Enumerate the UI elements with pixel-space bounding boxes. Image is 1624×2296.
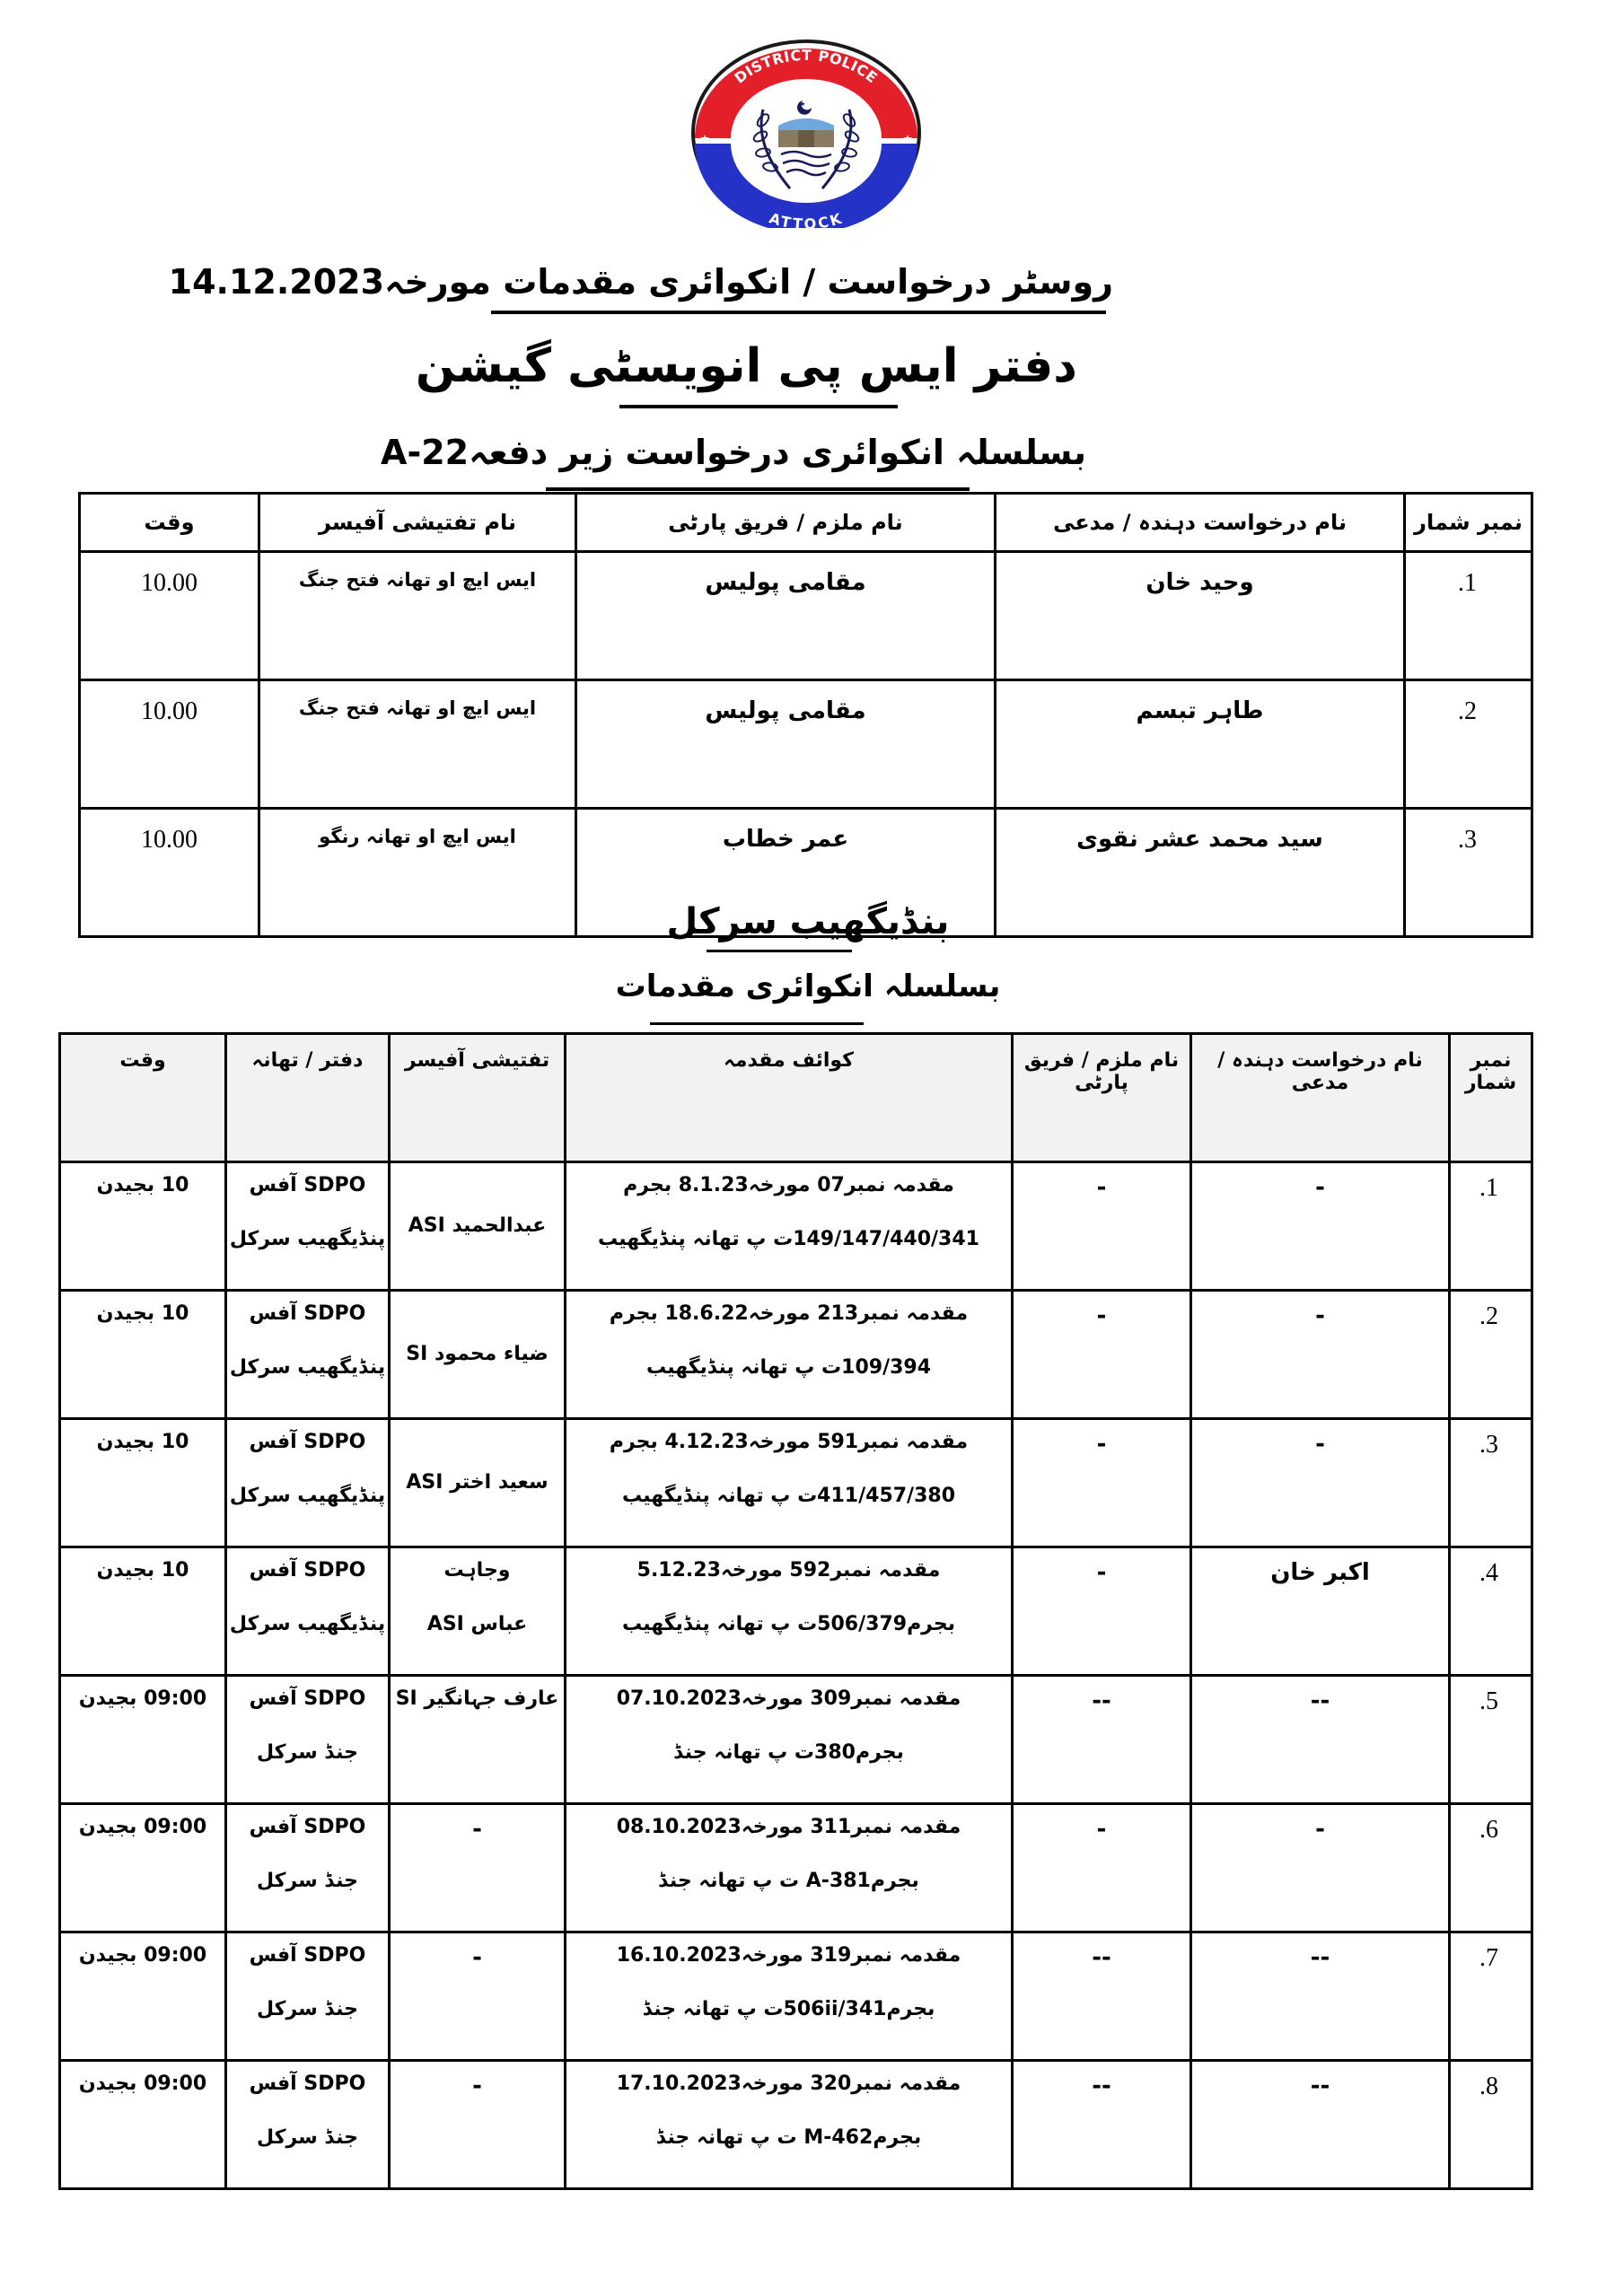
- case-line-2: بجرم506ii/341ت پ تھانہ جنڈ: [642, 1998, 935, 2020]
- office-line-1: SDPO آفس: [249, 1174, 366, 1196]
- officer-cell: [390, 1162, 566, 1291]
- accused-text: --: [1092, 1687, 1111, 1714]
- table-header-row: [60, 1034, 1532, 1162]
- time-text: 10 بجیدن: [96, 1302, 189, 1325]
- case-line-2: بجرم381-A ت پ تھانہ جنڈ: [658, 1870, 919, 1892]
- serial-text: .2: [1479, 1302, 1498, 1330]
- officer-cell: [390, 1419, 566, 1547]
- time-cell: [60, 1676, 226, 1804]
- case-line-1: مقدمہ نمبر213 مورخہ18.6.22 بجرم: [609, 1302, 969, 1325]
- office-line-2: جنڈ سرکل: [257, 1741, 358, 1764]
- office-line-2: پنڈیگھیب سرکل: [229, 1228, 386, 1250]
- office-line-2: پنڈیگھیب سرکل: [229, 1485, 386, 1507]
- office-line-2: جنڈ سرکل: [257, 1998, 358, 2020]
- applicant-cell: طاہر تبسم: [996, 680, 1405, 809]
- office-cell: [226, 1676, 390, 1804]
- accused-cell: [1013, 1676, 1191, 1804]
- officer-text: -: [472, 1816, 482, 1843]
- case-line-2: بجرم506/379ت پ تھانہ پنڈیگھیب: [621, 1613, 955, 1635]
- table-header-row: [80, 494, 1532, 552]
- office-cell: [226, 1547, 390, 1676]
- office-cell: [226, 2061, 390, 2189]
- serial-cell: [1450, 1932, 1532, 2061]
- case-line-1: مقدمہ نمبر319 مورخہ16.10.2023: [616, 1944, 961, 1967]
- time-cell: [60, 1162, 226, 1291]
- office-line-1: SDPO آفس: [249, 1816, 366, 1838]
- serial-text: .4: [1479, 1559, 1498, 1587]
- table-row: [60, 1419, 1532, 1547]
- col-serial: نمبر شمار: [1405, 494, 1532, 552]
- office-line-1: SDPO آفس: [249, 1687, 366, 1710]
- case-line-1: مقدمہ نمبر591 مورخہ4.12.23 بجرم: [609, 1431, 969, 1453]
- case-line-2: 149/147/440/341ت پ تھانہ پنڈیگھیب: [598, 1228, 979, 1250]
- case-details-cell: [566, 1419, 1013, 1547]
- serial-text: .3: [1479, 1431, 1498, 1459]
- case-line-2: بجرم380ت پ تھانہ جنڈ: [673, 1741, 904, 1764]
- accused-text: --: [1092, 2073, 1111, 2099]
- applicant-cell: [1191, 1547, 1450, 1676]
- time-text: 10 بجیدن: [96, 1431, 189, 1453]
- accused-cell: [1013, 1932, 1191, 2061]
- applicant-text: --: [1310, 1944, 1330, 1971]
- time-cell: [60, 1932, 226, 2061]
- accused-cell: عمر خطاب: [576, 809, 996, 937]
- officer-text: -: [472, 1944, 482, 1971]
- col-officer: نام تفتیشی آفیسر: [259, 494, 576, 552]
- serial-cell: [1450, 1162, 1532, 1291]
- applicant-cell: وحید خان: [996, 552, 1405, 680]
- district-police-attock-logo: [689, 38, 923, 228]
- table-row: [60, 1676, 1532, 1804]
- applicant-cell: [1191, 1676, 1450, 1804]
- accused-text: -: [1096, 1174, 1107, 1201]
- officer-cell: [390, 1291, 566, 1419]
- accused-text: --: [1092, 1944, 1111, 1971]
- case-line-1: مقدمہ نمبر311 مورخہ08.10.2023: [616, 1816, 961, 1838]
- serial-cell: [1450, 1419, 1532, 1547]
- col-officer: تفتیشی آفیسر: [390, 1034, 566, 1162]
- section1-heading: بسلسلہ انکوائری درخواست زیر دفعہ22-A: [381, 433, 1086, 472]
- officer-text: -: [472, 2073, 482, 2099]
- section2-heading: بسلسلہ انکوائری مقدمات: [615, 968, 1001, 1004]
- applicant-text: -: [1315, 1816, 1325, 1843]
- applicant-text: -: [1315, 1302, 1325, 1329]
- case-details-cell: [566, 1676, 1013, 1804]
- time-cell: [60, 1291, 226, 1419]
- time-cell: [60, 1419, 226, 1547]
- accused-text: -: [1096, 1302, 1107, 1329]
- officer-text: عارف جہانگیر SI: [395, 1687, 559, 1710]
- accused-text: -: [1096, 1559, 1107, 1586]
- col-case-details: کوائف مقدمہ: [566, 1034, 1013, 1162]
- time-cell: [60, 2061, 226, 2189]
- serial-cell: [1450, 1804, 1532, 1932]
- case-line-1: مقدمہ نمبر309 مورخہ07.10.2023: [616, 1687, 961, 1710]
- case-details-cell: [566, 1291, 1013, 1419]
- case-line-1: مقدمہ نمبر320 مورخہ17.10.2023: [616, 2073, 961, 2095]
- applicant-cell: [1191, 1162, 1450, 1291]
- case-details-cell: [566, 2061, 1013, 2189]
- case-details-cell: [566, 1547, 1013, 1676]
- time-text: 09:00 بجیدن: [78, 2073, 207, 2095]
- col-applicant: نام درخواست دہندہ / مدعی: [996, 494, 1405, 552]
- time-text: 10 بجیدن: [96, 1174, 189, 1196]
- col-accused: نام ملزم / فریق پارٹی: [1013, 1034, 1191, 1162]
- applicant-text: -: [1315, 1174, 1325, 1201]
- accused-cell: [1013, 1291, 1191, 1419]
- case-line-2: بجرم462-M ت پ تھانہ جنڈ: [655, 2126, 922, 2149]
- officer-cell: [390, 2061, 566, 2189]
- case-line-2: 109/394ت پ تھانہ پنڈیگھیب: [645, 1356, 932, 1379]
- office-line-1: SDPO آفس: [249, 1944, 366, 1967]
- officer-cell: ایس ایچ او تھانہ فتح جنگ: [259, 552, 576, 680]
- officer-line-1: وجاہت: [443, 1559, 511, 1582]
- accused-text: -: [1096, 1431, 1107, 1458]
- serial-text: .8: [1479, 2073, 1498, 2100]
- officer-cell: ایس ایچ او تھانہ رنگو: [259, 809, 576, 937]
- case-line-1: مقدمہ نمبر592 مورخہ5.12.23: [636, 1559, 941, 1582]
- col-office: دفتر / تھانہ: [226, 1034, 390, 1162]
- table-row: [60, 1804, 1532, 1932]
- col-serial: نمبر شمار: [1450, 1034, 1532, 1162]
- officer-cell: [390, 1932, 566, 2061]
- time-cell: [60, 1804, 226, 1932]
- officer-cell: [390, 1547, 566, 1676]
- serial-cell: .2: [1405, 680, 1532, 809]
- officer-text: عبدالحمید ASI: [408, 1214, 547, 1237]
- table-row: [60, 1932, 1532, 2061]
- table-row: [60, 2061, 1532, 2189]
- accused-cell: [1013, 2061, 1191, 2189]
- office-line-2: پنڈیگھیب سرکل: [229, 1356, 386, 1379]
- serial-cell: .3: [1405, 809, 1532, 937]
- heading-underline: [619, 405, 898, 408]
- applicant-text: -: [1315, 1431, 1325, 1458]
- accused-cell: مقامی پولیس: [576, 552, 996, 680]
- applicant-cell: [1191, 1804, 1450, 1932]
- col-applicant: نام درخواست دہندہ / مدعی: [1191, 1034, 1450, 1162]
- officer-text: سعید اختر ASI: [406, 1471, 549, 1494]
- time-text: 09:00 بجیدن: [78, 1944, 207, 1967]
- applicant-cell: [1191, 1419, 1450, 1547]
- time-cell: 10.00: [80, 680, 259, 809]
- officer-text: ضیاء محمود SI: [406, 1343, 549, 1365]
- table-row: [80, 680, 1532, 809]
- table-row: [60, 1162, 1532, 1291]
- officer-cell: [390, 1676, 566, 1804]
- office-cell: [226, 1162, 390, 1291]
- table-row: [60, 1547, 1532, 1676]
- time-text: 10 بجیدن: [96, 1559, 189, 1582]
- serial-cell: [1450, 1676, 1532, 1804]
- applicant-cell: [1191, 1932, 1450, 2061]
- accused-cell: مقامی پولیس: [576, 680, 996, 809]
- case-details-cell: [566, 1804, 1013, 1932]
- applications-22a-table: [78, 492, 1533, 938]
- office-line-1: SDPO آفس: [249, 1559, 366, 1582]
- serial-cell: .1: [1405, 552, 1532, 680]
- accused-cell: [1013, 1804, 1191, 1932]
- time-cell: 10.00: [80, 809, 259, 937]
- applicant-cell: [1191, 1291, 1450, 1419]
- applicant-text: --: [1310, 2073, 1330, 2099]
- office-line-1: SDPO آفس: [249, 1302, 366, 1325]
- col-accused: نام ملزم / فریق پارٹی: [576, 494, 996, 552]
- office-line-2: جنڈ سرکل: [257, 2126, 358, 2149]
- accused-cell: [1013, 1419, 1191, 1547]
- heading-underline: [491, 311, 1106, 314]
- case-details-cell: [566, 1932, 1013, 2061]
- roster-heading: روسٹر درخواست / انکوائری مقدمات مورخہ14.12.2023: [168, 262, 1113, 302]
- office-cell: [226, 1804, 390, 1932]
- serial-cell: [1450, 2061, 1532, 2189]
- applicant-cell: [1191, 2061, 1450, 2189]
- time-cell: [60, 1547, 226, 1676]
- table-row: [60, 1291, 1532, 1419]
- serial-text: .7: [1479, 1944, 1498, 1972]
- officer-cell: [390, 1804, 566, 1932]
- circle-heading: پنڈیگھیب سرکل: [666, 901, 950, 942]
- serial-text: .1: [1479, 1174, 1498, 1202]
- office-cell: [226, 1419, 390, 1547]
- office-cell: [226, 1932, 390, 2061]
- case-line-2: 411/457/380ت پ تھانہ پنڈیگھیب: [621, 1485, 956, 1507]
- case-inquiries-table: [58, 1032, 1533, 2190]
- heading-underline: [546, 487, 970, 491]
- time-text: 09:00 بجیدن: [78, 1687, 207, 1710]
- accused-cell: [1013, 1547, 1191, 1676]
- serial-text: .6: [1479, 1816, 1498, 1844]
- applicant-text: اکبر خان: [1270, 1559, 1370, 1586]
- office-line-1: SDPO آفس: [249, 2073, 366, 2095]
- logo-top-text: DISTRICT POLICE: [731, 46, 882, 87]
- case-details-cell: [566, 1162, 1013, 1291]
- col-time: وقت: [60, 1034, 226, 1162]
- heading-underline: [650, 1022, 864, 1025]
- accused-text: -: [1096, 1816, 1107, 1843]
- officer-line-2: عباس ASI: [426, 1613, 528, 1635]
- office-cell: [226, 1291, 390, 1419]
- applicant-cell: سید محمد عشر نقوی: [996, 809, 1405, 937]
- table-row: [80, 552, 1532, 680]
- serial-cell: [1450, 1547, 1532, 1676]
- serial-cell: [1450, 1291, 1532, 1419]
- time-cell: 10.00: [80, 552, 259, 680]
- time-text: 09:00 بجیدن: [78, 1816, 207, 1838]
- case-line-1: مقدمہ نمبر07 مورخہ8.1.23 بجرم: [623, 1174, 954, 1196]
- heading-underline: [707, 950, 852, 952]
- applicant-text: --: [1310, 1687, 1330, 1714]
- officer-cell: ایس ایچ او تھانہ فتح جنگ: [259, 680, 576, 809]
- office-line-2: جنڈ سرکل: [257, 1870, 358, 1892]
- logo-bottom-text: ATTOCK: [767, 208, 846, 228]
- col-time: وقت: [80, 494, 259, 552]
- accused-cell: [1013, 1162, 1191, 1291]
- serial-text: .5: [1479, 1687, 1498, 1715]
- office-line-1: SDPO آفس: [249, 1431, 366, 1453]
- office-line-2: پنڈیگھیب سرکل: [229, 1613, 386, 1635]
- office-heading: دفتر ایس پی انویسٹی گیشن: [415, 339, 1077, 393]
